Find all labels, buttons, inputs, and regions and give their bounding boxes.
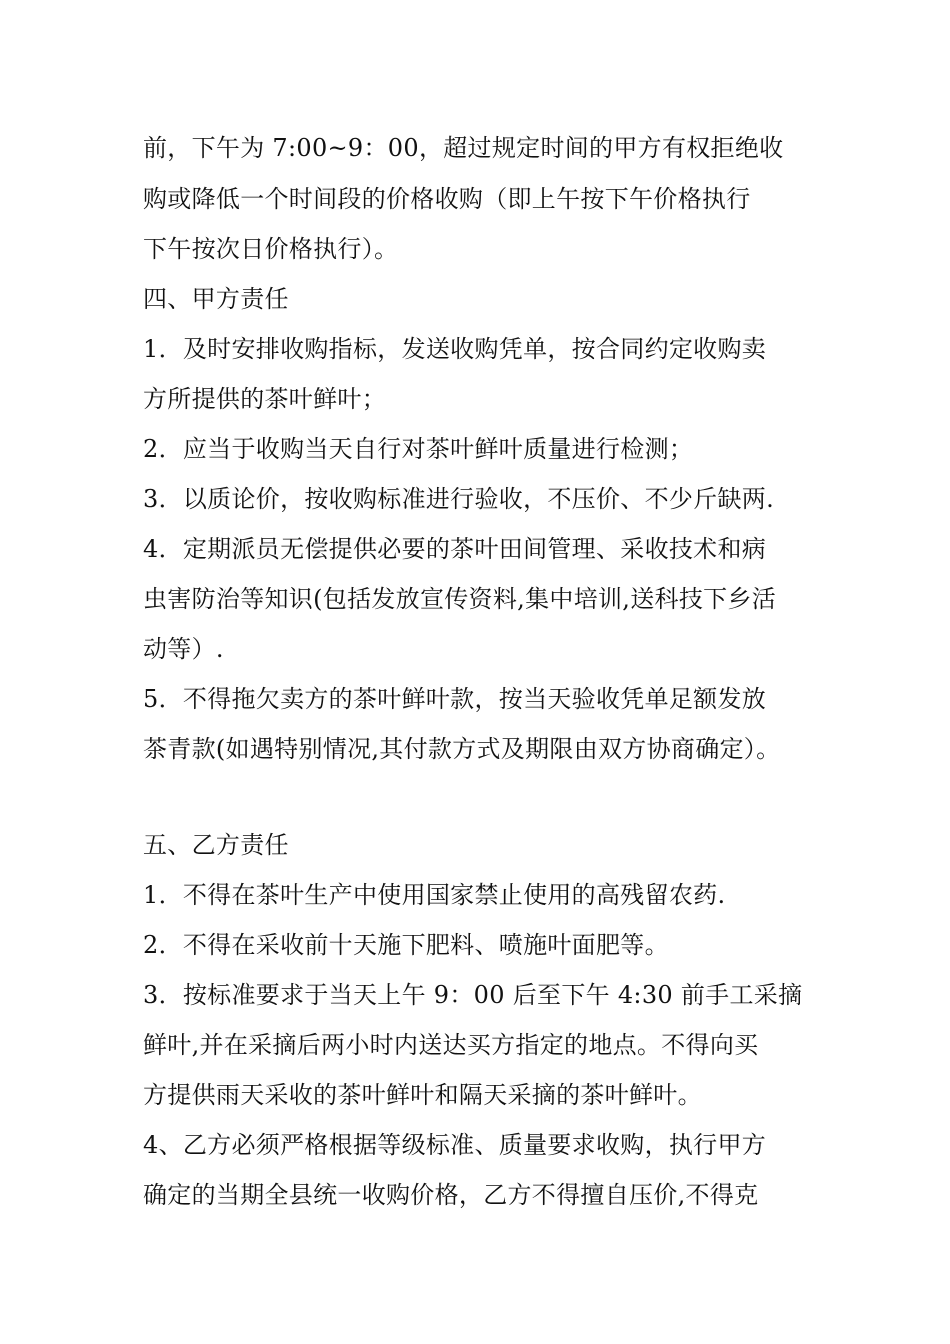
text-line-21: 确定的当期全县统一收购价格，乙方不得擅自压价,不得克 <box>143 1181 759 1209</box>
text-line-6: 方所提供的茶叶鲜叶； <box>143 385 386 413</box>
text-line-11: 动等）. <box>143 635 224 663</box>
text-line-3: 下午按次日价格执行）。 <box>143 235 399 263</box>
text-line-18: 鲜叶,并在采摘后两小时内送达买方指定的地点。不得向买 <box>143 1031 759 1059</box>
text-line-17: 3．按标准要求于当天上午 9：00 后至下午 4:30 前手工采摘 <box>143 981 803 1009</box>
text-line-16: 2．不得在采收前十天施下肥料、喷施叶面肥等。 <box>143 931 669 959</box>
text-line-1: 前，下午为 7:00~9：00，超过规定时间的甲方有权拒绝收 <box>143 134 784 162</box>
section-heading-4: 四、甲方责任 <box>143 285 289 313</box>
text-line-10: 虫害防治等知识(包括发放宣传资料,集中培训,送科技下乡活 <box>143 585 777 613</box>
text-line-8: 3．以质论价，按收购标准进行验收，不压价、不少斤缺两. <box>143 485 774 513</box>
text-line-19: 方提供雨天采收的茶叶鲜叶和隔天采摘的茶叶鲜叶。 <box>143 1081 702 1109</box>
text-line-9: 4．定期派员无偿提供必要的茶叶田间管理、采收技术和病 <box>143 535 767 563</box>
text-line-15: 1．不得在茶叶生产中使用国家禁止使用的高残留农药. <box>143 881 726 909</box>
text-line-5: 1．及时安排收购指标，发送收购凭单，按合同约定收购卖 <box>143 335 767 363</box>
text-line-20: 4、乙方必须严格根据等级标准、质量要求收购，执行甲方 <box>143 1131 767 1159</box>
text-line-2: 购或降低一个时间段的价格收购（即上午按下午价格执行 <box>143 185 751 213</box>
text-line-13: 茶青款(如遇特别情况,其付款方式及期限由双方协商确定）。 <box>143 735 781 763</box>
text-line-12: 5．不得拖欠卖方的茶叶鲜叶款，按当天验收凭单足额发放 <box>143 685 767 713</box>
section-heading-5: 五、乙方责任 <box>143 831 289 859</box>
text-line-7: 2．应当于收购当天自行对茶叶鲜叶质量进行检测； <box>143 435 694 463</box>
